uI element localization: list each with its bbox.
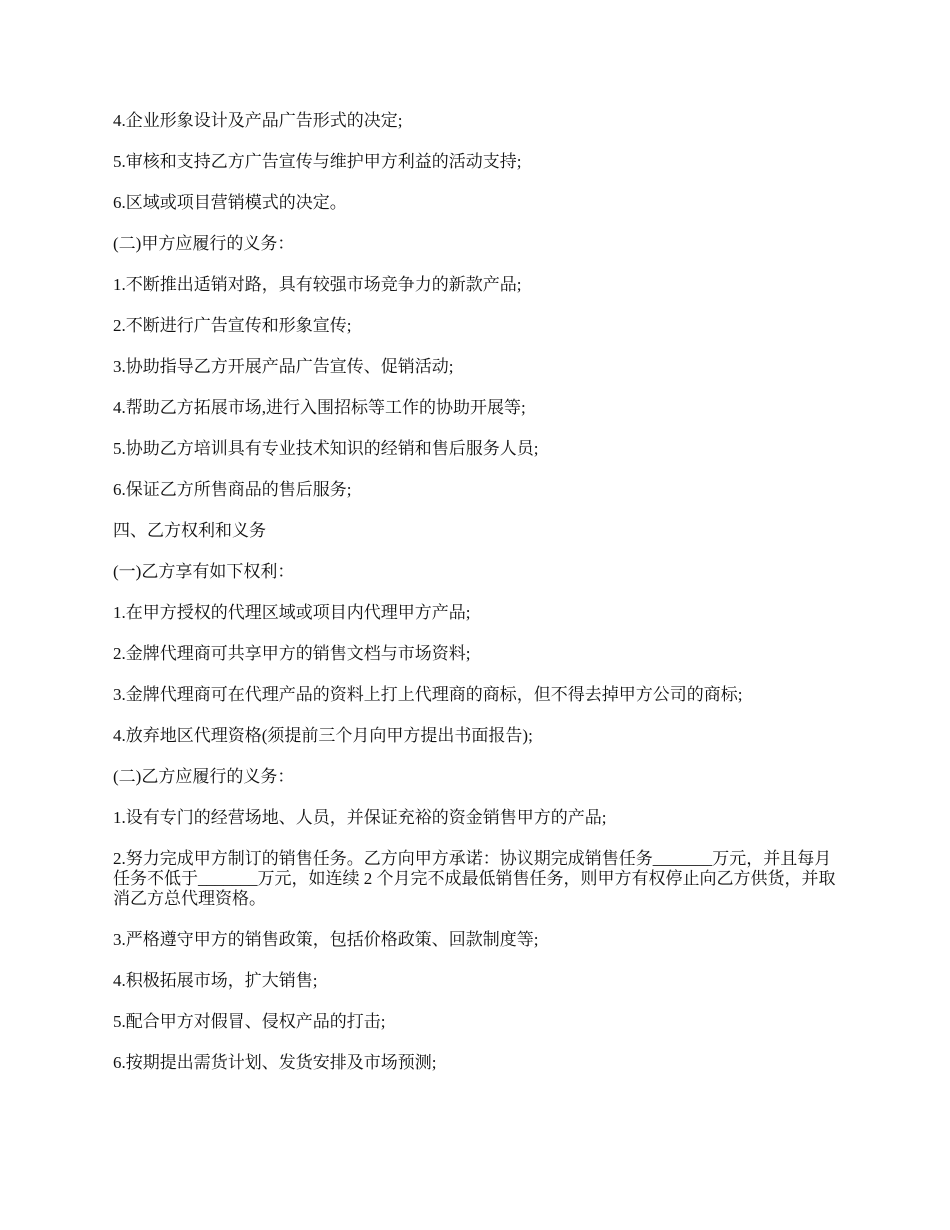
paragraph: 3.严格遵守甲方的销售政策，包括价格政策、回款制度等; (113, 930, 539, 949)
paragraph: 2.不断进行广告宣传和形象宣传; (113, 316, 352, 335)
section-subheading: (二)乙方应履行的义务： (113, 767, 295, 786)
paragraph: 5.协助乙方培训具有专业技术知识的经销和售后服务人员; (113, 439, 539, 458)
section-subheading: (一)乙方享有如下权利： (113, 562, 295, 581)
section-subheading: (二)甲方应履行的义务： (113, 234, 295, 253)
paragraph: 3.协助指导乙方开展产品广告宣传、促销活动; (113, 357, 454, 376)
section-heading: 四、乙方权利和义务 (113, 521, 266, 540)
paragraph: 4.积极拓展市场，扩大销售; (113, 971, 318, 990)
paragraph: 5.配合甲方对假冒、侵权产品的打击; (113, 1012, 386, 1031)
paragraph: 4.放弃地区代理资格(须提前三个月向甲方提出书面报告); (113, 726, 533, 745)
paragraph: 4.企业形象设计及产品广告形式的决定; (113, 111, 403, 130)
paragraph: 5.审核和支持乙方广告宣传与维护甲方利益的活动支持; (113, 152, 522, 171)
paragraph: 2.努力完成甲方制订的销售任务。乙方向甲方承诺：协议期完成销售任务_______万元，并且每月任务不低于_______万元，如连续 2 个月完不成最低销售任务，则甲方有权停止向乙方供货，并取消乙方总代理资格。 (113, 849, 836, 908)
paragraph: 6.区域或项目营销模式的决定。 (113, 193, 347, 212)
paragraph: 3.金牌代理商可在代理产品的资料上打上代理商的商标，但不得去掉甲方公司的商标; (113, 685, 743, 704)
paragraph: 6.保证乙方所售商品的售后服务; (113, 480, 352, 499)
paragraph: 1.设有专门的经营场地、人员，并保证充裕的资金销售甲方的产品; (113, 808, 607, 827)
paragraph: 1.在甲方授权的代理区域或项目内代理甲方产品; (113, 603, 471, 622)
paragraph: 2.金牌代理商可共享甲方的销售文档与市场资料; (113, 644, 471, 663)
document-body (113, 111, 843, 1094)
paragraph: 6.按期提出需货计划、发货安排及市场预测; (113, 1053, 437, 1072)
paragraph: 1.不断推出适销对路，具有较强市场竞争力的新款产品; (113, 275, 522, 294)
paragraph: 4.帮助乙方拓展市场,进行入围招标等工作的协助开展等; (113, 398, 526, 417)
